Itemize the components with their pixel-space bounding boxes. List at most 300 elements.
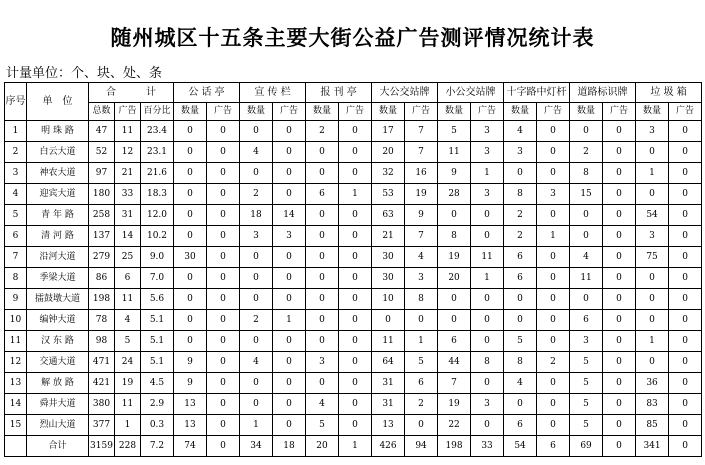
table-cell: 0 [669, 289, 702, 310]
table-cell: 2 [504, 226, 537, 247]
header-seq: 序号 [5, 83, 27, 121]
table-cell: 25 [115, 247, 141, 268]
table-cell: 0 [537, 331, 570, 352]
table-cell: 0 [273, 268, 306, 289]
table-cell: 0 [636, 310, 669, 331]
table-cell: 377 [89, 415, 115, 436]
table-row [5, 226, 702, 247]
table-cell: 0 [537, 163, 570, 184]
table-cell: 0.3 [141, 415, 174, 436]
cell-street-name: 解 放 路 [27, 373, 89, 394]
table-cell: 0 [669, 205, 702, 226]
table-cell: 0 [603, 331, 636, 352]
header-sub-quantity: 数量 [240, 103, 273, 121]
table-cell: 0 [174, 226, 207, 247]
table-row [5, 310, 702, 331]
cell-seq: 1 [5, 121, 27, 142]
cell-seq: 5 [5, 205, 27, 226]
table-cell: 198 [438, 436, 471, 457]
table-cell: 5 [570, 394, 603, 415]
table-row [5, 394, 702, 415]
table-body [5, 121, 702, 457]
table-cell: 5 [405, 352, 438, 373]
table-cell: 2.9 [141, 394, 174, 415]
table-cell: 0 [537, 289, 570, 310]
table-cell: 0 [207, 394, 240, 415]
table-cell: 6 [537, 436, 570, 457]
table-cell: 0 [471, 415, 504, 436]
table-cell: 0 [207, 373, 240, 394]
table-cell: 1 [240, 415, 273, 436]
table-cell: 8 [471, 352, 504, 373]
table-cell: 0 [372, 310, 405, 331]
table-cell: 0 [669, 310, 702, 331]
table-cell: 12 [115, 142, 141, 163]
table-cell: 0 [240, 268, 273, 289]
header-sub-total-ads: 广告 [115, 103, 141, 121]
table-row [5, 163, 702, 184]
table-cell: 13 [174, 394, 207, 415]
table-cell: 0 [207, 310, 240, 331]
table-cell: 0 [405, 415, 438, 436]
table-row [5, 415, 702, 436]
table-cell: 47 [89, 121, 115, 142]
table-cell: 4.5 [141, 373, 174, 394]
table-cell: 0 [207, 268, 240, 289]
cell-street-name: 白云大道 [27, 142, 89, 163]
table-cell: 31 [115, 205, 141, 226]
table-cell: 18 [240, 205, 273, 226]
table-cell: 0 [240, 121, 273, 142]
table-cell: 3 [636, 121, 669, 142]
table-cell: 0 [306, 142, 339, 163]
table-row [5, 352, 702, 373]
table-cell: 1 [339, 436, 372, 457]
header-group-bulletin-board: 宣 传 栏 [240, 83, 306, 103]
table-cell: 12.0 [141, 205, 174, 226]
table-cell: 0 [537, 142, 570, 163]
table-cell: 11 [115, 121, 141, 142]
table-cell: 0 [339, 226, 372, 247]
header-row-groups [5, 83, 702, 103]
table-cell: 2 [240, 310, 273, 331]
table-cell: 6 [504, 247, 537, 268]
table-cell: 7 [405, 226, 438, 247]
table-cell: 30 [372, 247, 405, 268]
cell-seq: 2 [5, 142, 27, 163]
table-cell: 0 [273, 331, 306, 352]
table-row-total [5, 436, 702, 457]
table-cell: 2 [306, 121, 339, 142]
table-cell: 426 [372, 436, 405, 457]
table-cell: 11 [570, 268, 603, 289]
table-cell: 20 [306, 436, 339, 457]
table-cell: 0 [603, 205, 636, 226]
table-row [5, 331, 702, 352]
table-cell: 0 [669, 331, 702, 352]
header-sub-quantity: 数量 [174, 103, 207, 121]
table-cell: 0 [306, 373, 339, 394]
table-cell: 0 [306, 331, 339, 352]
table-cell: 0 [273, 289, 306, 310]
table-cell: 4 [240, 142, 273, 163]
table-row [5, 142, 702, 163]
table-cell: 0 [471, 331, 504, 352]
table-cell: 0 [339, 310, 372, 331]
table-cell: 3 [537, 184, 570, 205]
table-cell: 14 [273, 205, 306, 226]
table-cell: 137 [89, 226, 115, 247]
header-sub-ads: 广告 [339, 103, 372, 121]
table-cell: 341 [636, 436, 669, 457]
table-cell: 0 [636, 268, 669, 289]
table-cell: 30 [372, 268, 405, 289]
table-cell: 0 [570, 289, 603, 310]
table-cell: 85 [636, 415, 669, 436]
table-cell: 0 [471, 373, 504, 394]
table-cell: 0 [339, 163, 372, 184]
table-cell: 0 [537, 310, 570, 331]
table-cell: 33 [115, 184, 141, 205]
page-title: 随州城区十五条主要大街公益广告测评情况统计表 [110, 25, 595, 50]
table-cell: 10.2 [141, 226, 174, 247]
table-cell: 94 [405, 436, 438, 457]
table-cell: 0 [669, 247, 702, 268]
table-cell: 28 [438, 184, 471, 205]
table-cell: 52 [89, 142, 115, 163]
table-cell: 0 [603, 121, 636, 142]
table-cell: 0 [669, 163, 702, 184]
table-cell: 0 [471, 226, 504, 247]
table-cell: 0 [537, 415, 570, 436]
table-cell: 0 [438, 289, 471, 310]
cell-street-name: 迎宾大道 [27, 184, 89, 205]
table-cell: 32 [372, 163, 405, 184]
table-row [5, 289, 702, 310]
table-cell: 0 [339, 331, 372, 352]
table-cell: 0 [273, 394, 306, 415]
table-cell: 1 [339, 184, 372, 205]
header-sub-ads: 广告 [537, 103, 570, 121]
table-cell: 258 [89, 205, 115, 226]
table-cell: 20 [372, 142, 405, 163]
cell-street-name: 烈山大道 [27, 415, 89, 436]
table-cell: 0 [240, 373, 273, 394]
table-cell: 0 [306, 226, 339, 247]
cell-seq: 14 [5, 394, 27, 415]
table-cell: 0 [207, 247, 240, 268]
table-cell: 198 [89, 289, 115, 310]
table-cell: 11 [438, 142, 471, 163]
header-sub-quantity: 数量 [372, 103, 405, 121]
table-cell: 0 [636, 142, 669, 163]
table-cell: 3 [471, 394, 504, 415]
table-cell: 5.1 [141, 310, 174, 331]
table-cell: 0 [306, 268, 339, 289]
table-cell: 1 [471, 163, 504, 184]
table-cell: 74 [174, 436, 207, 457]
table-cell: 0 [273, 247, 306, 268]
table-cell: 6 [504, 415, 537, 436]
table-cell: 0 [603, 436, 636, 457]
table-cell: 3 [636, 226, 669, 247]
table-cell: 2 [537, 352, 570, 373]
table-cell: 0 [603, 226, 636, 247]
table-cell: 0 [669, 436, 702, 457]
table-cell: 0 [636, 352, 669, 373]
table-cell: 0 [240, 247, 273, 268]
table-cell: 8 [570, 163, 603, 184]
table-cell: 63 [372, 205, 405, 226]
table-cell: 0 [537, 205, 570, 226]
table-cell: 21 [115, 163, 141, 184]
table-cell: 0 [636, 289, 669, 310]
cell-seq: 15 [5, 415, 27, 436]
table-cell: 0 [570, 205, 603, 226]
table-cell: 180 [89, 184, 115, 205]
table-cell: 0 [273, 121, 306, 142]
header-sub-quantity: 数量 [306, 103, 339, 121]
table-cell: 9.0 [141, 247, 174, 268]
table-cell: 9 [438, 163, 471, 184]
table-cell: 0 [273, 352, 306, 373]
cell-seq: 13 [5, 373, 27, 394]
table-cell: 0 [504, 394, 537, 415]
statistics-table [4, 82, 702, 457]
table-cell: 18 [273, 436, 306, 457]
table-cell: 7.2 [141, 436, 174, 457]
table-cell: 0 [603, 268, 636, 289]
table-cell: 5 [504, 331, 537, 352]
unit-label: 计量单位：个、块、处、条 [6, 66, 163, 81]
cell-street-name: 季梁大道 [27, 268, 89, 289]
table-cell: 1 [636, 163, 669, 184]
table-cell: 9 [174, 373, 207, 394]
table-cell: 0 [669, 394, 702, 415]
table-cell: 8 [438, 226, 471, 247]
table-cell: 83 [636, 394, 669, 415]
table-cell: 4 [504, 121, 537, 142]
table-cell: 0 [603, 142, 636, 163]
table-cell: 3 [504, 142, 537, 163]
table-cell: 0 [339, 394, 372, 415]
table-cell: 0 [537, 394, 570, 415]
table-cell: 0 [174, 289, 207, 310]
header-sub-ads: 广告 [471, 103, 504, 121]
table-cell: 0 [504, 289, 537, 310]
table-cell: 13 [372, 415, 405, 436]
table-cell: 5 [570, 373, 603, 394]
table-cell: 31 [372, 394, 405, 415]
table-cell: 471 [89, 352, 115, 373]
header-row-sub [5, 103, 702, 121]
table-cell: 4 [504, 373, 537, 394]
table-cell: 6 [438, 331, 471, 352]
table-cell: 14 [115, 226, 141, 247]
table-cell: 6 [115, 268, 141, 289]
table-cell: 0 [339, 142, 372, 163]
table-cell: 0 [240, 289, 273, 310]
table-cell: 3159 [89, 436, 115, 457]
table-cell: 5.1 [141, 352, 174, 373]
table-cell: 0 [207, 352, 240, 373]
table-cell: 0 [537, 247, 570, 268]
table-cell: 0 [603, 394, 636, 415]
table-cell: 64 [372, 352, 405, 373]
table-cell: 0 [603, 247, 636, 268]
cell-seq: 11 [5, 331, 27, 352]
table-cell: 0 [273, 415, 306, 436]
table-cell: 0 [339, 247, 372, 268]
header-group-small-bus-stop: 小公交站牌 [438, 83, 504, 103]
table-cell: 15 [570, 184, 603, 205]
table-cell: 5 [306, 415, 339, 436]
cell-street-name: 青 年 路 [27, 205, 89, 226]
table-cell: 21 [372, 226, 405, 247]
table-cell: 19 [405, 184, 438, 205]
table-cell: 3 [471, 121, 504, 142]
header-group-crossroad-lamp: 十字路中灯杆 [504, 83, 570, 103]
table-cell: 5 [438, 121, 471, 142]
table-cell: 11 [115, 394, 141, 415]
table-cell: 21.6 [141, 163, 174, 184]
table-cell: 0 [570, 226, 603, 247]
table-cell: 0 [306, 205, 339, 226]
table-cell: 4 [306, 394, 339, 415]
table-cell: 6 [405, 373, 438, 394]
table-row [5, 247, 702, 268]
table-cell: 1 [273, 310, 306, 331]
cell-street-name: 舜井大道 [27, 394, 89, 415]
table-cell: 7 [405, 121, 438, 142]
table-cell: 0 [273, 142, 306, 163]
table-cell: 380 [89, 394, 115, 415]
table-cell: 3 [570, 331, 603, 352]
table-cell: 0 [306, 163, 339, 184]
table-cell: 5 [570, 352, 603, 373]
table-cell: 11 [115, 289, 141, 310]
table-cell: 5 [570, 415, 603, 436]
table-cell: 11 [372, 331, 405, 352]
table-cell: 18.3 [141, 184, 174, 205]
table-cell: 5.6 [141, 289, 174, 310]
table-cell: 0 [339, 415, 372, 436]
table-cell: 17 [372, 121, 405, 142]
header-group-phone-booth: 公 话 亭 [174, 83, 240, 103]
cell-street-name: 沿河大道 [27, 247, 89, 268]
table-cell: 0 [174, 268, 207, 289]
cell-street-name: 神农大道 [27, 163, 89, 184]
table-cell: 0 [669, 121, 702, 142]
table-cell: 0 [174, 184, 207, 205]
table-cell: 78 [89, 310, 115, 331]
table-cell: 0 [669, 184, 702, 205]
table-cell: 54 [636, 205, 669, 226]
table-cell: 7 [438, 373, 471, 394]
header-sub-ads: 广告 [207, 103, 240, 121]
table-cell: 98 [89, 331, 115, 352]
table-cell: 0 [339, 121, 372, 142]
cell-seq: 3 [5, 163, 27, 184]
table-cell: 6 [570, 310, 603, 331]
table-cell: 0 [207, 436, 240, 457]
table-cell: 1 [636, 331, 669, 352]
table-cell: 33 [471, 436, 504, 457]
table-cell: 8 [405, 289, 438, 310]
table-cell: 10 [372, 289, 405, 310]
table-cell: 31 [372, 373, 405, 394]
header-sub-quantity: 数量 [636, 103, 669, 121]
cell-seq: 10 [5, 310, 27, 331]
cell-seq: 4 [5, 184, 27, 205]
table-cell: 1 [115, 415, 141, 436]
table-cell: 0 [603, 415, 636, 436]
table-cell: 0 [603, 352, 636, 373]
table-cell: 4 [115, 310, 141, 331]
table-cell: 3 [405, 268, 438, 289]
table-cell: 0 [174, 331, 207, 352]
table-cell: 19 [438, 247, 471, 268]
table-cell: 0 [603, 163, 636, 184]
table-cell: 30 [174, 247, 207, 268]
table-cell: 0 [471, 289, 504, 310]
cell-street-name: 清 河 路 [27, 226, 89, 247]
table-cell: 0 [240, 163, 273, 184]
cell-street-name: 交通大道 [27, 352, 89, 373]
table-cell: 24 [115, 352, 141, 373]
table-cell: 19 [115, 373, 141, 394]
table-row [5, 268, 702, 289]
header-group-large-bus-stop: 大公交站牌 [372, 83, 438, 103]
cell-seq [5, 436, 27, 457]
table-cell: 0 [669, 142, 702, 163]
table-cell: 6 [504, 268, 537, 289]
table-cell: 7 [405, 142, 438, 163]
table-cell: 0 [504, 310, 537, 331]
table-cell: 0 [240, 394, 273, 415]
table-cell: 0 [207, 184, 240, 205]
table-cell: 0 [603, 289, 636, 310]
cell-street-name: 编钟大道 [27, 310, 89, 331]
table-cell: 0 [537, 268, 570, 289]
table-cell: 0 [669, 226, 702, 247]
table-cell: 0 [537, 121, 570, 142]
table-cell: 4 [405, 247, 438, 268]
table-cell: 0 [438, 310, 471, 331]
table-cell: 0 [207, 415, 240, 436]
table-cell: 44 [438, 352, 471, 373]
table-cell: 0 [207, 142, 240, 163]
table-cell: 0 [669, 373, 702, 394]
table-cell: 0 [273, 163, 306, 184]
table-cell: 54 [504, 436, 537, 457]
table-cell: 3 [471, 184, 504, 205]
table-cell: 2 [570, 142, 603, 163]
table-cell: 0 [207, 226, 240, 247]
table-cell: 0 [207, 289, 240, 310]
table-cell: 0 [240, 331, 273, 352]
table-cell: 97 [89, 163, 115, 184]
table-cell: 228 [115, 436, 141, 457]
table-cell: 20 [438, 268, 471, 289]
table-cell: 0 [669, 352, 702, 373]
table-cell: 23.1 [141, 142, 174, 163]
table-cell: 3 [306, 352, 339, 373]
table-cell: 1 [471, 268, 504, 289]
table-cell: 421 [89, 373, 115, 394]
header-group-newsstand: 报 刊 亭 [306, 83, 372, 103]
table-cell: 3 [240, 226, 273, 247]
